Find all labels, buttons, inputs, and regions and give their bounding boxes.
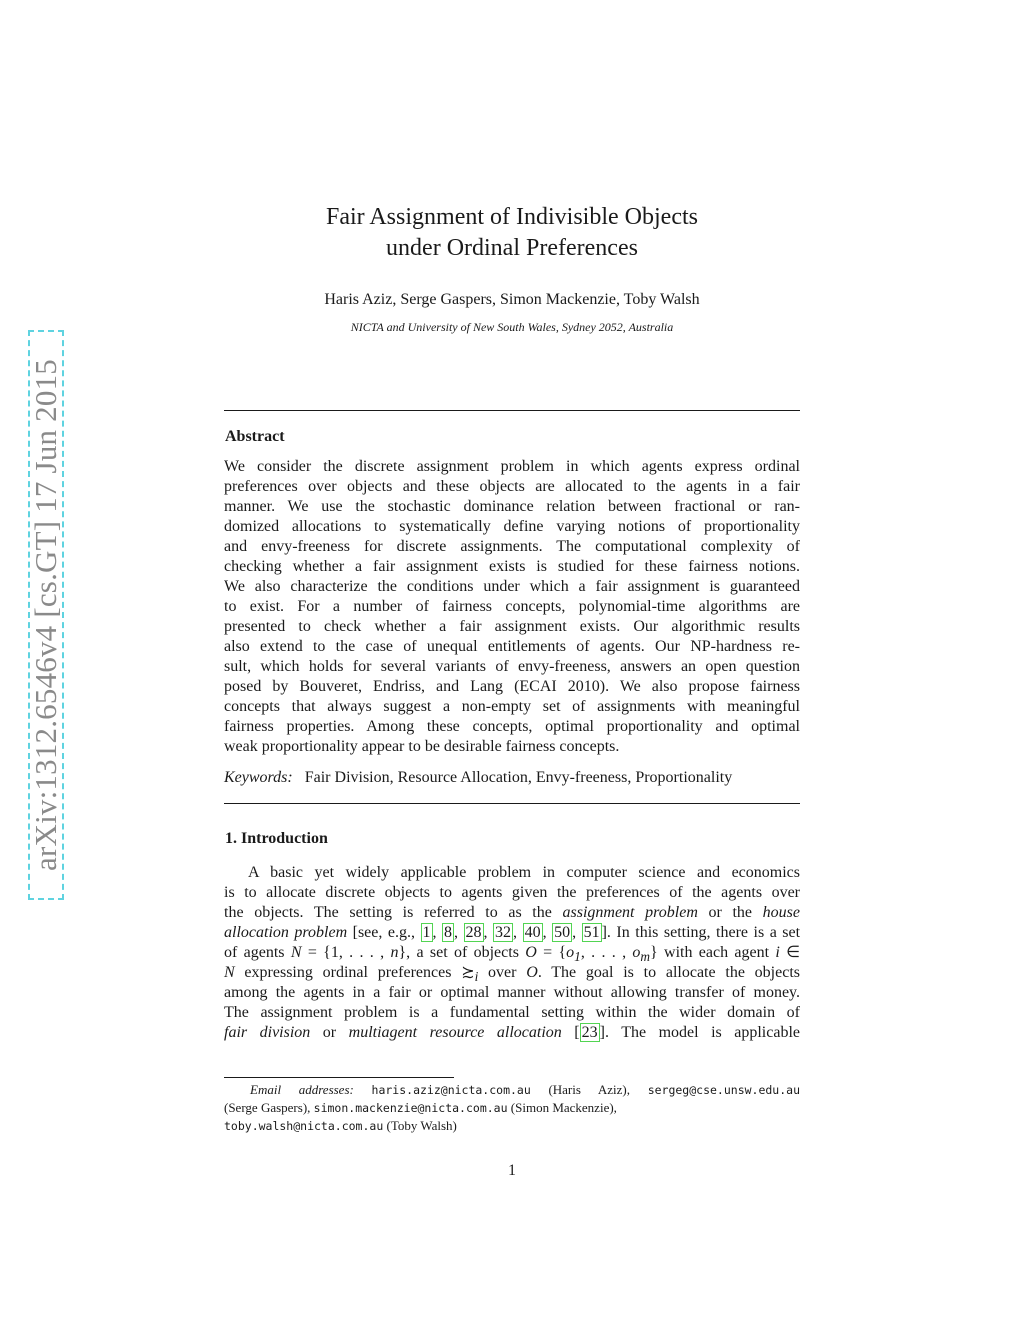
keywords-value: Fair Division, Resource Allocation, Envy-freeness, Proportionality — [304, 769, 733, 786]
citation-link[interactable]: 8 — [444, 924, 453, 941]
email-link[interactable]: sergeg@cse.unsw.edu.au — [647, 1083, 801, 1097]
abstract-line: sult, which holds for several variants of envy-freeness, answers an open question — [224, 658, 800, 675]
abstract-line: and envy-freeness for discrete assignments. The computational complexity of — [224, 538, 800, 555]
keywords-label: Keywords: — [224, 769, 293, 786]
abstract-line: posed by Bouveret, Endriss, and Lang (ECAI 2010). We also propose fairness — [224, 678, 800, 695]
abstract-body — [224, 457, 800, 757]
footnote-rule — [224, 1077, 454, 1078]
abstract-bottom-rule — [224, 803, 800, 804]
title-line-2: under Ordinal Preferences — [386, 235, 638, 261]
section-heading: 1. Introduction — [225, 830, 328, 847]
email-link[interactable]: haris.aziz@nicta.com.au — [371, 1083, 531, 1097]
abstract-line: fairness properties. Among these concepts, optimal proportionality and optimal — [224, 718, 800, 735]
abstract-line: to exist. For a number of fairness concepts, polynomial-time algorithms are — [224, 598, 800, 615]
title-line-1: Fair Assignment of Indivisible Objects — [326, 204, 698, 230]
author-list: Haris Aziz, Serge Gaspers, Simon Mackenzie, Toby Walsh — [324, 291, 700, 308]
arxiv-stamp[interactable] — [28, 330, 64, 900]
intro-line: is to allocate discrete objects to agents given the preferences of the agents over — [224, 884, 800, 901]
intro-line: of agents N = {1, . . . , n}, a set of objects $O = \{o_1$, . . . , $o_m$} with each agent i ∈ — [224, 944, 801, 965]
abstract-line: manner. We use the stochastic dominance relation between fractional or ran- — [224, 498, 800, 515]
email-link[interactable]: simon.mackenzie@nicta.com.au — [313, 1101, 508, 1115]
abstract-line: concepts that always suggest a non-empty set of assignments with meaningful — [224, 698, 800, 715]
citation-link[interactable]: 23 — [581, 1024, 598, 1041]
intro-line: allocation problem [see, e.g., 1 , 8 , 28 , 32 , 40 , 50 , 51 ]. In this setting, there is a set — [224, 924, 801, 941]
abstract-top-rule — [224, 410, 800, 411]
intro-line: The assignment problem is a fundamental setting within the wider domain of — [224, 1004, 800, 1021]
abstract-line: We consider the discrete assignment problem in which agents express ordinal — [224, 458, 800, 475]
citation-link[interactable]: 1 — [422, 924, 431, 941]
citation-link[interactable]: 50 — [554, 924, 571, 941]
arxiv-stamp-text: arXiv:1312.6546v4 [cs.GT] 17 Jun 2015 — [28, 359, 63, 871]
intro-line: A basic yet widely applicable problem in computer science and economics — [248, 864, 800, 881]
intro-body — [224, 863, 800, 1043]
intro-line: fair division or multiagent resource allocation [ 23 ]. The model is applicable — [224, 1024, 801, 1041]
footnote — [224, 1081, 800, 1135]
abstract-line: We also characterize the conditions under which a fair assignment is guaranteed — [224, 578, 800, 595]
affiliation: NICTA and University of New South Wales, Sydney 2052, Australia — [350, 320, 674, 334]
intro-line: the objects. The setting is referred to as the assignment problem or the house — [224, 904, 800, 921]
keywords — [224, 769, 800, 787]
citation-link[interactable]: 32 — [495, 924, 512, 941]
intro-line: among the agents in a fair or optimal manner without allowing transfer of money. — [224, 984, 800, 1001]
abstract-line: also extend to the case of unequal entitlements of agents. Our NP-hardness re- — [224, 638, 800, 655]
abstract-line: checking whether a fair assignment exists is studied for these fairness notions. — [224, 558, 800, 575]
citation-link[interactable]: 40 — [524, 924, 541, 941]
citation-link[interactable]: 51 — [583, 924, 600, 941]
page-number: 1 — [508, 1162, 516, 1179]
paper-title — [224, 202, 800, 264]
abstract-line: domized allocations to systematically define varying notions of proportionality — [224, 518, 800, 535]
footnote-line: toby.walsh@nicta.com.au (Toby Walsh) — [224, 1118, 457, 1133]
footnote-line: Email addresses: haris.aziz@nicta.com.au (Haris Aziz), sergeg@cse.unsw.edu.au — [250, 1082, 801, 1097]
email-link[interactable]: toby.walsh@nicta.com.au — [224, 1119, 384, 1133]
abstract-line: weak proportionality appear to be desirable fairness concepts. — [224, 738, 620, 755]
abstract-line: preferences over objects and these objects are allocated to the agents in a fair — [224, 478, 800, 495]
abstract-heading: Abstract — [225, 428, 285, 445]
citation-link[interactable]: 28 — [465, 924, 482, 941]
abstract-line: presented to check whether a fair assignment exists. Our algorithmic results — [224, 618, 800, 635]
intro-line: N expressing ordinal preferences $≿_i$ over O. The goal is to allocate the objects — [224, 964, 800, 985]
footnote-line: (Serge Gaspers), simon.mackenzie@nicta.com.au (Simon Mackenzie), — [224, 1100, 617, 1115]
